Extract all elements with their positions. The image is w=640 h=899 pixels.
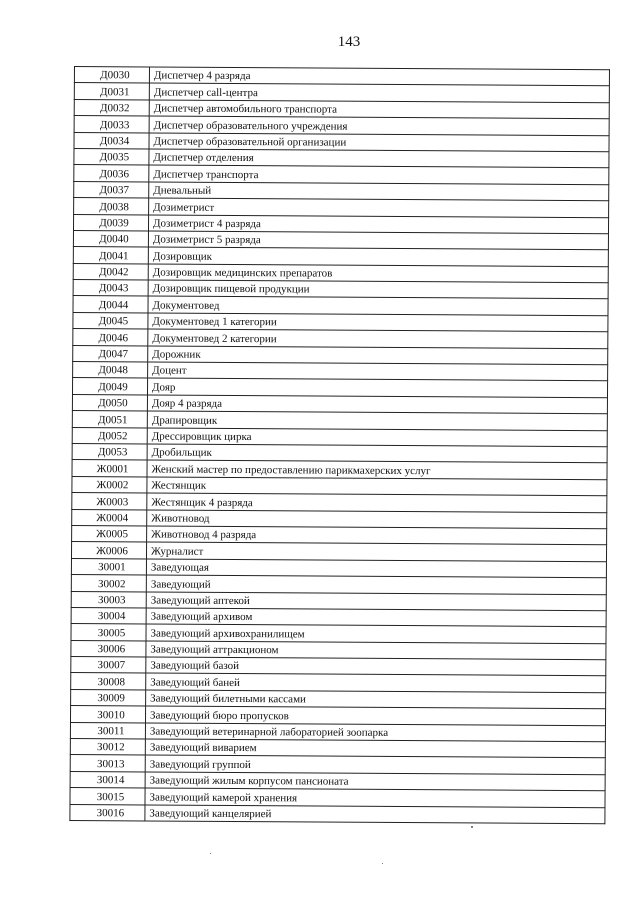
- profession-title-cell: Заведующий билетными кассами: [146, 690, 606, 709]
- profession-title-cell: Дозиметрист: [149, 198, 609, 217]
- profession-title-cell: Диспетчер автомобильного транспорта: [149, 100, 609, 119]
- profession-code-cell: Д0040: [73, 230, 148, 247]
- profession-title-cell: Дорожник: [148, 346, 608, 365]
- scan-speck: [210, 853, 211, 854]
- profession-code-cell: З0014: [70, 771, 145, 788]
- profession-code-cell: Д0052: [72, 427, 147, 444]
- profession-code-cell: З0002: [71, 575, 146, 592]
- profession-code-cell: Д0044: [73, 296, 148, 313]
- profession-code-cell: Ж0005: [72, 525, 147, 542]
- profession-title-cell: Заведующий ветеринарной лабораторией зоопарка: [145, 723, 605, 742]
- profession-code-cell: Д0045: [73, 312, 148, 329]
- profession-title-cell: Дозировщик: [148, 247, 608, 266]
- profession-title-cell: Заведующий аптекой: [146, 591, 606, 610]
- scan-speck: [382, 863, 383, 864]
- profession-title-cell: Дозиметрист 5 разряда: [148, 231, 608, 250]
- profession-title-cell: Животновод: [147, 509, 607, 528]
- profession-code-cell: Д0035: [74, 148, 149, 165]
- profession-code-cell: Д0042: [73, 263, 148, 280]
- profession-title-cell: Дневальный: [149, 182, 609, 201]
- profession-title-cell: Заведующий бюро пропусков: [145, 706, 605, 725]
- profession-title-cell: Дробильщик: [147, 444, 607, 463]
- profession-title-cell: Драпировщик: [147, 411, 607, 430]
- profession-code-cell: З0013: [70, 755, 145, 772]
- profession-code-cell: Д0049: [72, 378, 147, 395]
- profession-code-cell: Ж0004: [72, 509, 147, 526]
- profession-code-cell: З0003: [71, 591, 146, 608]
- profession-title-cell: Заведующий архивохранилищем: [146, 624, 606, 643]
- profession-title-cell: Документовед: [148, 296, 608, 315]
- profession-code-cell: З0004: [71, 607, 146, 624]
- profession-title-cell: Женский мастер по предоставлению парикмахерских услуг: [147, 460, 607, 479]
- profession-code-cell: Д0048: [73, 362, 148, 379]
- page-number: 143: [337, 34, 361, 50]
- profession-code-cell: Д0050: [72, 394, 147, 411]
- profession-title-cell: Диспетчер образовательного учреждения: [149, 116, 609, 135]
- profession-title-cell: Заведующий камерой хранения: [145, 788, 605, 807]
- profession-code-cell: Д0041: [73, 247, 148, 264]
- profession-title-cell: Животновод 4 разряда: [147, 526, 607, 545]
- profession-code-cell: Д0043: [73, 280, 148, 297]
- profession-title-cell: Заведующий: [146, 575, 606, 594]
- profession-code-cell: З0012: [70, 739, 145, 756]
- profession-title-cell: Заведующий базой: [146, 657, 606, 676]
- profession-code-cell: Ж0003: [72, 493, 147, 510]
- profession-code-cell: З0011: [70, 722, 145, 739]
- profession-code-cell: З0006: [71, 640, 146, 657]
- profession-code-cell: Д0047: [73, 345, 148, 362]
- profession-code-cell: Д0039: [73, 214, 148, 231]
- profession-code-cell: З0016: [70, 804, 145, 821]
- profession-code-cell: З0005: [71, 624, 146, 641]
- profession-code-cell: Д0053: [72, 443, 147, 460]
- profession-title-cell: Дояр: [147, 378, 607, 397]
- profession-title-cell: Заведующий архивом: [146, 608, 606, 627]
- profession-title-cell: Заведующая: [146, 559, 606, 578]
- profession-code-cell: Д0031: [74, 83, 149, 100]
- profession-code-cell: Ж0002: [72, 476, 147, 493]
- profession-code-cell: З0001: [71, 558, 146, 575]
- profession-title-cell: Диспетчер транспорта: [149, 165, 609, 184]
- profession-title-cell: Дозировщик медицинских препаратов: [148, 264, 608, 283]
- profession-code-cell: З0015: [70, 788, 145, 805]
- profession-title-cell: Заведующий аттракционом: [146, 641, 606, 660]
- profession-title-cell: Журналист: [146, 542, 606, 561]
- profession-code-cell: Д0038: [74, 198, 149, 215]
- profession-code-cell: Ж0006: [71, 542, 146, 559]
- profession-title-cell: Дрессировщик цирка: [147, 428, 607, 447]
- profession-title-cell: Дозиметрист 4 разряда: [148, 214, 608, 233]
- profession-title-cell: Заведующий канцелярией: [145, 805, 605, 824]
- scan-speck: [471, 826, 473, 828]
- profession-title-cell: Документовед 1 категории: [148, 313, 608, 332]
- profession-code-cell: Д0046: [73, 329, 148, 346]
- profession-code-cell: Ж0001: [72, 460, 147, 477]
- profession-code-cell: З0007: [71, 657, 146, 674]
- profession-title-cell: Дозировщик пищевой продукции: [148, 280, 608, 299]
- profession-title-cell: Заведующий жилым корпусом пансионата: [145, 772, 605, 791]
- profession-title-cell: Жестянщик: [147, 477, 607, 496]
- table-body: [70, 67, 610, 824]
- profession-code-cell: З0010: [70, 706, 145, 723]
- profession-title-cell: Диспетчер образовательной организации: [149, 133, 609, 152]
- profession-code-cell: Д0037: [74, 181, 149, 198]
- profession-title-cell: Диспетчер 4 разряда: [149, 67, 609, 86]
- table-row: [70, 804, 605, 824]
- profession-code-cell: Д0033: [74, 116, 149, 133]
- profession-title-cell: Доцент: [148, 362, 608, 381]
- profession-code-cell: Д0030: [74, 67, 149, 84]
- profession-code-cell: Д0032: [74, 99, 149, 116]
- profession-title-cell: Жестянщик 4 разряда: [147, 493, 607, 512]
- profession-code-cell: З0009: [71, 689, 146, 706]
- profession-title-cell: Диспетчер отделения: [149, 149, 609, 168]
- profession-code-cell: Д0036: [74, 165, 149, 182]
- profession-title-cell: Заведующий группой: [145, 755, 605, 774]
- profession-title-cell: Дояр 4 разряда: [147, 395, 607, 414]
- profession-code-cell: З0008: [71, 673, 146, 690]
- profession-title-cell: Диспетчер call-центра: [149, 83, 609, 102]
- profession-code-cell: Д0034: [74, 132, 149, 149]
- profession-title-cell: Документовед 2 категории: [148, 329, 608, 348]
- profession-codes-table: [69, 66, 610, 824]
- profession-code-cell: Д0051: [72, 411, 147, 428]
- profession-title-cell: Заведующий баней: [146, 673, 606, 692]
- profession-title-cell: Заведующий виварием: [145, 739, 605, 758]
